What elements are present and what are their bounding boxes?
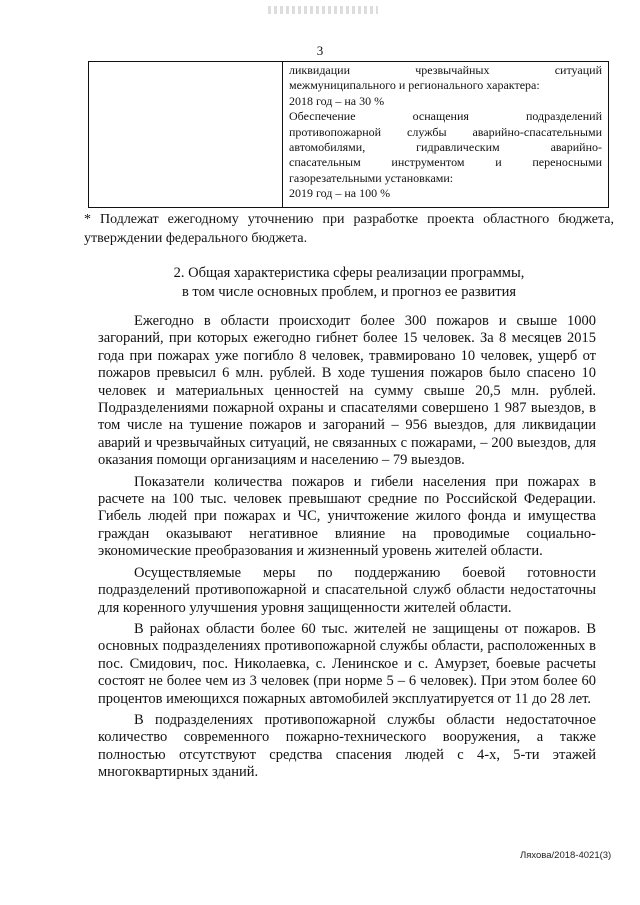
paragraph-indicators: Показатели количества пожаров и гибели населения при пожарах в расчете на 100 тыс. человек превышают средние по Российской Федерации. Гибель людей при пожарах и ЧС, уничтожение жилого фонда и имущества граждан оказывают негативное влияние на проводимые социально-экономические преобразования и жизненный уровень жителей области.	[98, 473, 596, 560]
scan-artifact	[268, 6, 378, 14]
page-number: 3	[316, 43, 324, 58]
section-heading-line2: в том числе основных проблем, и прогноз ее развития	[181, 284, 517, 300]
table-cell-empty	[89, 62, 283, 207]
table-line: спасательным инструментом и переносными	[289, 155, 602, 170]
table-line: 2019 год – на 100 %	[289, 186, 391, 201]
table-line: 2018 год – на 30 %	[289, 93, 385, 108]
section-heading-line1: 2. Общая характеристика сферы реализации программы,	[173, 265, 525, 281]
body-text	[98, 313, 596, 786]
table-line: противопожарной службы аварийно-спасательными	[289, 124, 602, 139]
table-line: Обеспечение оснащения подразделений	[289, 109, 602, 124]
table-line: ликвидации чрезвычайных ситуаций	[289, 63, 602, 77]
section-heading	[84, 264, 614, 302]
paragraph-fires-statistics: Ежегодно в области происходит более 300 пожаров и свыше 1000 загораний, при которых ежегодно гибнет более 15 человек. За 8 месяцев 2015 года при пожарах уже погибло 8 человек, травмировано 10 человек, ущерб от пожаров превысил 6 млн. рублей. В ходе тушения пожаров было спасено 10 человек и материальных ценностей на сумму свыше 20,5 млн. рублей. Подразделениями пожарной охраны и спасателями совершено 1 987 выездов, в том числе на тушение пожаров и загораний – 956 выездов, для ликвидации аварий и чрезвычайных ситуаций, не связанных с пожарами, – 200 выездов, для оказания помощи организациям и населению – 79 выездов.	[98, 313, 596, 469]
footnote: * Подлежат ежегодному уточнению при разработке проекта областного бюджета, утверждении федерального бюджета.	[84, 212, 614, 246]
paragraph-districts: В районах области более 60 тыс. жителей не защищены от пожаров. В основных подразделениях противопожарной службы области, расположенных в пос. Смидович, пос. Николаевка, с. Ленинское и с. Амурзет, боевые расчеты состоят не более чем из 3 человек (при норме 5 – 6 человек). При этом более 60 процентов имеющихся пожарных автомобилей эксплуатируется от 11 до 28 лет.	[98, 620, 596, 707]
table-line: газорезательными установками:	[289, 170, 454, 185]
table-line: межмуниципального и регионального характера:	[289, 78, 540, 93]
table-line: автомобилями, гидравлическим аварийно-	[289, 140, 602, 155]
document-code: Ляхова/2018-4021(3)	[520, 850, 612, 861]
paragraph-equipment: В подразделениях противопожарной службы области недостаточное количество современного пожарно-технического вооружения, а также полностью отсутствуют средства спасения людей с 4-х, 5-ти этажей многоквартирных зданий.	[98, 711, 596, 781]
continuation-table	[88, 61, 609, 208]
table-cell-indicators	[283, 62, 608, 207]
paragraph-measures: Осуществляемые меры по поддержанию боевой готовности подразделений противопожарной и спасательной служб области недостаточны для коренного улучшения уровня защищенности жителей области.	[98, 564, 596, 616]
